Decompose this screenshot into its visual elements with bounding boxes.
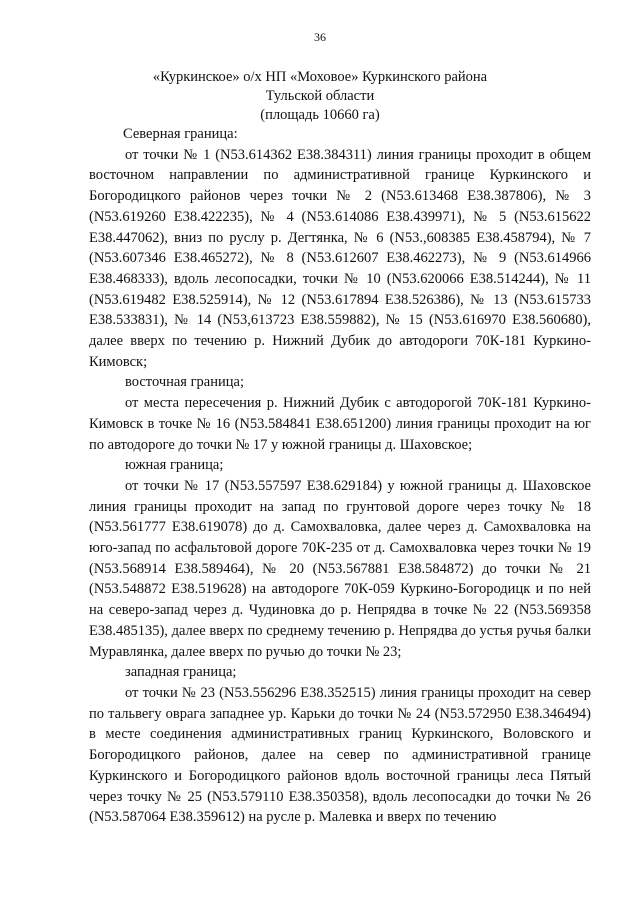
document-title	[0, 68, 640, 125]
title-line-3: (площадь 10660 га)	[260, 107, 380, 123]
north-boundary-heading: Северная граница:	[123, 126, 238, 142]
page-number: 36	[314, 30, 326, 44]
north-boundary-text: от точки № 1 (N53.614362 E38.384311) линия границы проходит в общем восточном направлении по административной границе Куркинского и Богородицкого районов через точки № 2 (N53.613468 E38.387806), № 3 (N53.619260 E38.422235), № 4 (N53.614086 E38.439971), № 5 (N53.615622 E38.447062), вниз по руслу р. Дегтянка, № 6 (N53.,608385 E38.458794), № 7 (N53.607346 E38.465272), № 8 (N53.612607 E38.462273), № 9 (N53.614966 E38.468333), вдоль лесопосадки, точки № 10 (N53.620066 E38.514244), № 11 (N53.619482 E38.525914), № 12 (N53.617894 E38.526386), № 13 (N53.615733 E38.533831), № 14 (N53,613723 E38.559882), № 15 (N53.616970 E38.560680), далее вверх по течению р. Нижний Дубик до автодороги 70К-181 Куркино-Кимовск;	[89, 146, 591, 370]
title-line-2: Тульской области	[265, 88, 375, 104]
title-line-1: «Куркинское» о/х НП «Моховое» Куркинского района	[152, 69, 488, 85]
east-boundary-text: от места пересечения р. Нижний Дубик с автодорогой 70К-181 Куркино-Кимовск в точке № 16 (N53.584841 E38.651200) линия границы проходит на юг по автодороге до точки № 17 у южной границы д. Шаховское;	[89, 395, 591, 453]
south-boundary-text: от точки № 17 (N53.557597 E38.629184) у южной границы д. Шаховское линия границы проходит на запад по грунтовой дороге через точку № 18 (N53.561777 E38.619078) до д. Самохваловка, далее через д. Самохваловка на юго-запад по асфальтовой дороге 70К-235 от д. Самохваловка через точки № 19 (N53.568914 E38.589464), № 20 (N53.567881 E38.584872) до точки № 21 (N53.548872 E38.519628) на автодороге 70К-059 Куркино-Богородицк и по ней на северо-запад через д. Чудиновка до р. Непрядва в точке № 22 (N53.569358 E38.485135), далее вверх по среднему течению р. Непрядва до устья ручья балки Муравлянка, далее вверх по ручью до точки № 23;	[89, 477, 591, 660]
east-boundary-heading: восточная граница;	[125, 374, 244, 391]
document-body	[89, 124, 591, 828]
west-boundary-heading: западная граница;	[125, 664, 237, 681]
south-boundary-heading: южная граница;	[125, 457, 224, 474]
west-boundary-text: от точки № 23 (N53.556296 E38.352515) линия границы проходит на север по тальвегу оврага западнее ур. Карьки до точки № 24 (N53.572950 E38.346494) в месте соединения административных границ Куркинского, Воловского и Богородицкого районов, далее на север по административной границе Куркинского и Богородицкого районов вдоль восточной границы леса Пятый через точку № 25 (N53.579110 E38.350358), вдоль лесопосадки до точки № 26 (N53.587064 E38.359612) на русле р. Малевка и вверх по течению	[89, 684, 591, 826]
